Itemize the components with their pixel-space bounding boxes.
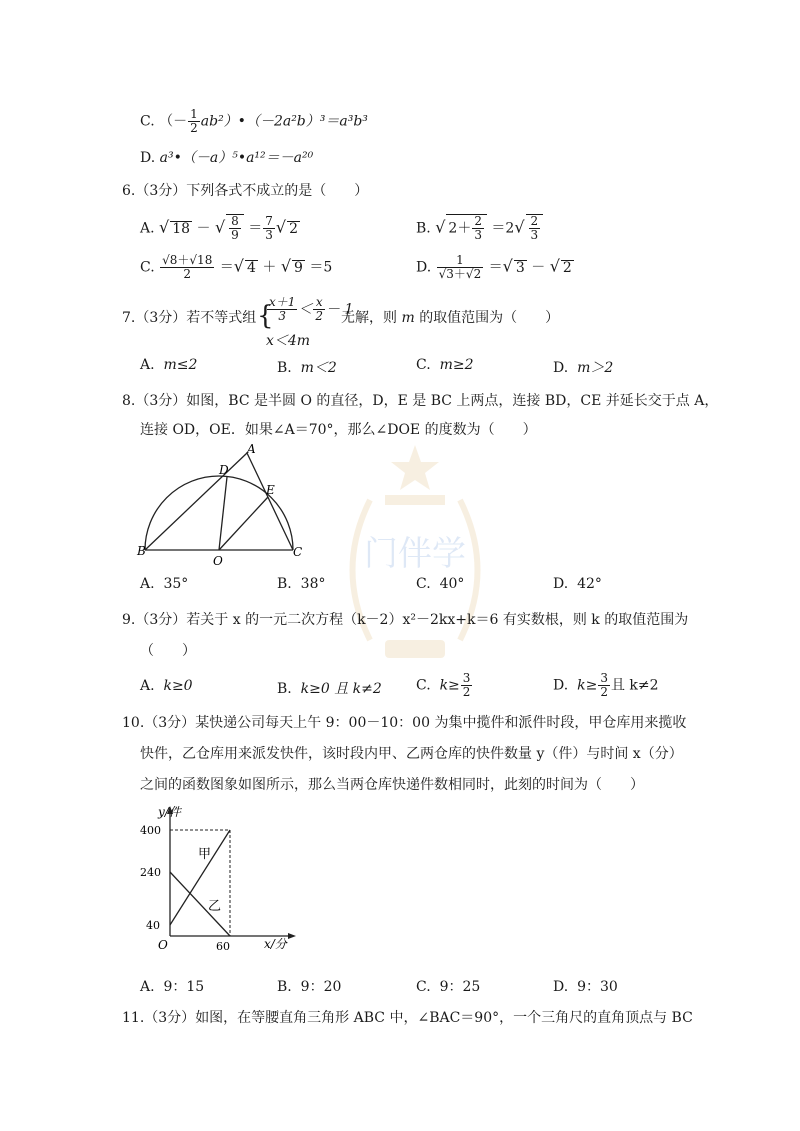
q8-line-od (219, 477, 227, 550)
q10-option-b: B. 9：20 (277, 979, 342, 995)
q6-d-label: D. (416, 259, 432, 276)
q8-score: （3分） (135, 393, 187, 409)
q9-option-d: D. k≥ $\frac{3}{2}$ 且 k≠2 (553, 671, 659, 699)
q10-origin: O (158, 938, 168, 952)
q5-c-fraction: $\frac{1}{2}$ (190, 107, 198, 135)
q10-score: （3分） (144, 715, 196, 731)
q10-option-a: A. 9：15 (140, 979, 205, 995)
q6-b-label: B. (416, 220, 431, 237)
q9-number: 9. (122, 612, 136, 628)
q7-ineq-line2: x＜4m (266, 333, 311, 349)
q8-label-e: E (266, 483, 275, 497)
q5-c-text: ab²）•（－2a²b）³＝a³b³ (200, 113, 368, 130)
q5-d-text: a³•（－a）⁵•a¹²＝－a²⁰ (159, 150, 314, 166)
q7-stem-pre: 若不等式组 (186, 310, 257, 326)
q7-stem (122, 307, 256, 327)
watermark-logo (330, 440, 500, 690)
q11-score: （3分） (144, 1010, 196, 1026)
q8-line1-text: 如图，BC 是半圆 O 的直径，D，E 是 BC 上两点，连接 BD，CE 并延长交于点 A， (186, 393, 719, 409)
q11-line1 (122, 1007, 693, 1027)
q8-option-b: B. 38° (277, 576, 326, 592)
q10-line1 (122, 712, 686, 732)
q8-line-ca (247, 453, 293, 550)
q7-option-a: A. m≤2 (140, 357, 198, 373)
q10-x-arrow (288, 933, 296, 939)
q8-figure (135, 442, 310, 570)
q7-var: m (401, 310, 415, 326)
q8-label-o: O (213, 554, 223, 568)
q6-stem (122, 180, 368, 200)
q9-option-c: C. k≥ $\frac{3}{2}$ (416, 671, 471, 699)
q10-label-yi: 乙 (208, 899, 222, 914)
q7-option-d: D. m＞2 (553, 360, 614, 376)
q8-line-oe (219, 497, 268, 550)
q7-brace: { (257, 301, 274, 331)
q10-line2: 快件，乙仓库用来派发快件，该时段内甲、乙两仓库的快件数量 y（件）与时间 x（分） (140, 746, 683, 762)
q5-d-label: D. (140, 150, 156, 166)
q11-number: 11. (122, 1010, 145, 1026)
q8-option-d: D. 42° (553, 576, 602, 592)
q11-line1-text: 如图，在等腰直角三角形 ABC 中，∠BAC＝90°，一个三角尺的直角顶点与 BC (195, 1010, 693, 1026)
q7-stem-post: 无解，则 (341, 310, 397, 326)
q10-y-tick-240: 240 (140, 866, 161, 879)
q10-x-axis-label: x/分 (264, 937, 287, 951)
q7-score: （3分） (135, 310, 187, 326)
q6-option-d: D. $\frac{1}{√3+√2}$ ＝√ 3 － √ 2 (416, 253, 572, 281)
q6-a-label: A. (140, 220, 155, 237)
q10-option-c: C. 9：25 (416, 979, 481, 995)
q10-line3: 之间的函数图象如图所示，那么当两仓库快递件数相同时，此刻的时间为（ ） (140, 777, 644, 793)
q8-line2: 连接 OD，OE．如果∠A＝70°，那么∠DOE 的度数为（ ） (140, 422, 537, 438)
q10-number: 10. (122, 715, 145, 731)
q7-number: 7. (122, 310, 136, 326)
q9-line2: （ ） (140, 643, 196, 659)
q6-score: （3分） (135, 183, 187, 199)
q6-option-a: A. √ 18 － √ $\frac{8}{9}$ ＝ $\frac{7}{3}$ √ 2 (140, 214, 299, 242)
q7-option-b: B. m＜2 (277, 360, 337, 376)
q5-option-c: C. （－ $\frac{1}{2}$ ab²）•（－2a²b）³＝a³b³ (140, 107, 368, 135)
q8-line1 (122, 390, 718, 410)
q5-c-label: C. (140, 113, 155, 130)
q7-stem-tail (341, 307, 559, 327)
q8-label-d: D (219, 463, 229, 477)
q10-option-d: D. 9：30 (553, 979, 618, 995)
q6-number: 6. (122, 183, 136, 199)
q9-line1-text: 若关于 x 的一元二次方程（k－2）x²－2kx+k＝6 有实数根，则 k 的取值范围为 (186, 612, 689, 628)
q10-label-jia: 甲 (198, 847, 212, 862)
q8-option-a: A. 35° (140, 576, 189, 592)
q6-option-c: C. $\frac{√8+√18}{2}$ ＝√ 4 ＋ √ 9 ＝5 (140, 253, 333, 281)
q6-option-b: B. √ 2＋ $\frac{2}{3}$ ＝2√ $\frac{2}{3}$ (416, 214, 543, 242)
q10-y-axis-label: y/件 (158, 805, 181, 819)
q8-option-c: C. 40° (416, 576, 465, 592)
q7-ineq-line1: $\frac{x+1}{3}$ ＜ $\frac{x}{2}$ － 1 (269, 295, 354, 323)
q8-label-b: B (137, 544, 146, 558)
q10-line1-text: 某快递公司每天上午 9：00－10：00 为集中揽件和派件时段，甲仓库用来揽收 (195, 715, 687, 731)
q6-stem-text: 下列各式不成立的是（ ） (186, 183, 369, 199)
q9-line1 (122, 609, 688, 629)
q6-c-label: C. (140, 259, 155, 276)
q10-graph (136, 802, 306, 962)
watermark-text: 门伴学 (364, 534, 466, 574)
q9-score: （3分） (135, 612, 187, 628)
q8-label-c: C (293, 545, 303, 559)
q9-option-a: A. k≥0 (140, 678, 193, 694)
q7-option-c: C. m≥2 (416, 357, 474, 373)
q5-option-d (140, 147, 313, 167)
q10-x-tick-60: 60 (216, 940, 230, 953)
q10-y-tick-400: 400 (140, 824, 161, 837)
q7-stem-end: 的取值范围为（ ） (419, 310, 560, 326)
q8-number: 8. (122, 393, 136, 409)
q10-y-tick-40: 40 (146, 919, 160, 932)
q8-label-a: A (247, 442, 256, 456)
q9-option-b: B. k≥0 且 k≠2 (277, 681, 382, 697)
